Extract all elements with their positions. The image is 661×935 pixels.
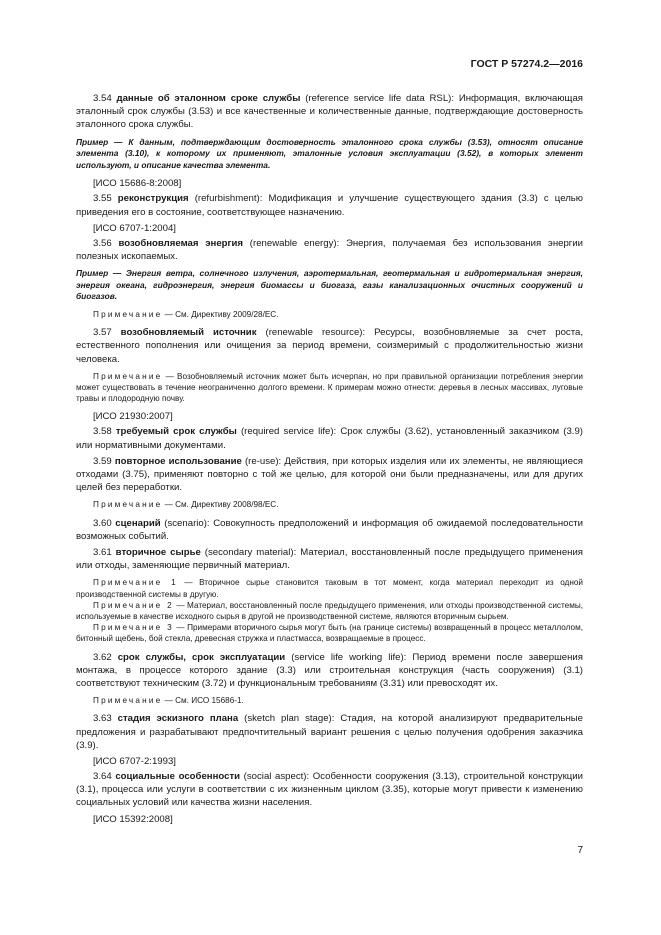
term: данные об эталонном сроке службы xyxy=(116,93,301,104)
example-3-54 xyxy=(76,137,583,172)
definition-3-58 xyxy=(76,425,583,451)
page-content xyxy=(76,92,583,828)
definition-text: (reference service life data RSL): Информация, включающая эталонный срок службы (3.53) и все качественные и количественные данные, подтверждающие достоверность эталонного срока службы. xyxy=(76,93,583,131)
definition-text: (re-use): Действия, при которых изделия или их элементы, не являющиеся отходами (3.75), применяют повторно с той же целью, для которой они были предназначены, или для других целей без переработки. xyxy=(76,455,583,494)
note-text: — См. ИСО 15686-1. xyxy=(162,696,244,706)
source-reference: [ИСО 21930:2007] xyxy=(93,411,173,423)
document-number: ГОСТ Р 57274.2—2016 xyxy=(470,58,583,70)
definition-text: (service life working life): Период времени после завершения монтажа, в процессе которого здание (3.3) или строительная конструкция (часть сооружения) (3.1) соответствуют техническим (3.72) и функциональным требованиям (3.31) или превосходят их. xyxy=(76,651,583,690)
term: вторичное сырье xyxy=(115,547,201,559)
example-text: — К данным, подтверждающим достоверность эталонного срока службы (3.53), относят описание элемента (3.10), к которому их применяют, эталонные условия эксплуатации (3.52), в которых элемент используют, и описание качества элемента. xyxy=(76,136,583,170)
definition-text: (renewable energy): Энергия, получаемая без использования энергии полезных ископаемых. xyxy=(76,237,584,262)
term-number: 3.54 xyxy=(93,93,117,104)
term-number: 3.62 xyxy=(93,651,118,663)
note-label: Примечание xyxy=(93,309,163,319)
note-label: Примечание xyxy=(93,371,163,381)
note-3-59 xyxy=(76,499,583,510)
note-3-61-1 xyxy=(76,577,583,599)
definition-3-62 xyxy=(76,651,583,691)
term: социальные особенности xyxy=(115,771,241,783)
example-3-56 xyxy=(76,268,583,303)
definition-3-60 xyxy=(76,517,583,543)
source-reference: [ИСО 15686-8:2008] xyxy=(93,178,182,190)
note-3-61-2 xyxy=(76,600,583,622)
term-number: 3.61 xyxy=(93,547,116,559)
term-number: 3.56 xyxy=(93,237,119,249)
definition-3-55 xyxy=(76,192,583,218)
definition-text: (sketch plan stage): Стадия, на которой анализируют предварительные предложения и разрабатывают предпочтительный вариант решения с целью получения одобрения заказчика (3.9). xyxy=(76,713,583,751)
definition-text: (required service life): Срок службы (3.62), установленный заказчиком (3.9) или нормативными документами. xyxy=(76,426,583,451)
note-3-62 xyxy=(76,695,583,706)
definition-text: (secondary material): Материал, восстановленный после предыдущего применения или отходы, заменяющие первичный материал. xyxy=(76,547,584,572)
term: стадия эскизного плана xyxy=(117,713,239,725)
note-label: Примечание xyxy=(93,500,163,510)
example-label: Пример xyxy=(76,268,109,279)
term: повторное использование xyxy=(114,455,242,467)
term-number: 3.60 xyxy=(93,517,116,529)
note-text: — Возобновляемый источник может быть исчерпан, но при правильной организации потребления энергии может существовать в течение неограниченно долгого времени. К примерам можно отнести: деревья в лесных массивах, луговые травы и плодородную почву. xyxy=(76,371,583,404)
page-number: 7 xyxy=(577,845,583,856)
note-text: — См. Директиву 2008/98/ЕС. xyxy=(162,500,279,510)
term: реконструкция xyxy=(117,193,189,205)
definition-text: (social aspect): Особенности сооружения (3.13), строительной конструкции (3.1), процесса или услуги в соответствии с их жизненным циклом (3.35), которые могут привести к изменению социальных условий или качества жизни населения. xyxy=(76,771,583,809)
term: требуемый срок службы xyxy=(115,426,237,438)
note-3-57 xyxy=(76,371,583,405)
definition-3-57 xyxy=(76,326,583,366)
note-text: — См. Директиву 2009/28/ЕС. xyxy=(162,309,279,319)
definition-3-56 xyxy=(76,237,583,263)
definition-3-64 xyxy=(76,770,583,810)
term-number: 3.57 xyxy=(93,327,121,339)
source-reference: [ИСО 6707-1:2004] xyxy=(93,222,176,234)
note-label: Примечание 2 xyxy=(93,600,174,610)
note-label: Примечание xyxy=(93,696,163,706)
term-number: 3.63 xyxy=(93,713,118,725)
definition-text: (refurbishment): Модификация и улучшение существующего здания (3.3) с целью приведения его в состояние, соответствующее назначению. xyxy=(76,193,583,218)
note-label: Примечание 1 xyxy=(93,578,178,588)
note-text: — Примерами вторичного сырья могут быть (на границе системы) возвращенный в процесс металлолом, битонный щебень, бой стекла, древесная стружка и пластмасса, возвращаемые в процесс. xyxy=(76,623,584,644)
definition-text: (scenario): Совокупность предположений и информация об ожидаемой последовательности возможных событий. xyxy=(76,517,583,542)
note-3-61-3 xyxy=(76,622,583,644)
term-number: 3.58 xyxy=(93,426,116,438)
note-text: — Материал, восстановленный после предыдущего применения, или отходы производственной системы, используемые в качестве исходного сырья в другой не производственной системе, являются вторичным сырьем. xyxy=(76,600,584,622)
term-number: 3.59 xyxy=(93,455,115,467)
term-number: 3.64 xyxy=(93,771,116,783)
term: сценарий xyxy=(115,517,161,529)
example-label: Пример xyxy=(76,136,109,147)
term: возобновляемая энергия xyxy=(118,237,244,249)
note-text: — Вторичное сырье становится таковым в тот момент, когда материал переходит из одной производственной системы в другую. xyxy=(76,578,583,599)
note-label: Примечание 3 xyxy=(93,623,174,633)
example-text: — Энергия ветра, солнечного излучения, аэротермальная, геотермальная и гидротермальная энергия, энергия океана, гидроэнергия, энергия биомассы и биогаза, газы канализационных очистных сооружений и биогазов. xyxy=(76,268,583,302)
definition-3-61 xyxy=(76,546,583,572)
source-reference: [ИСО 6707-2:1993] xyxy=(93,756,176,768)
definition-3-59 xyxy=(76,455,583,495)
definition-3-54 xyxy=(76,92,583,132)
definition-text: (renewable resource): Ресурсы, возобновляемые за счет роста, естественного пополнения или очищения за период времени, соизмеримый с продолжительностью жизни человека. xyxy=(76,327,583,365)
note-3-56 xyxy=(76,309,583,320)
term: возобновляемый источник xyxy=(120,327,257,339)
term-number: 3.55 xyxy=(93,193,118,205)
term: срок службы, срок эксплуатации xyxy=(117,651,286,663)
definition-3-63 xyxy=(76,712,583,752)
source-reference: [ИСО 15392:2008] xyxy=(93,813,173,825)
